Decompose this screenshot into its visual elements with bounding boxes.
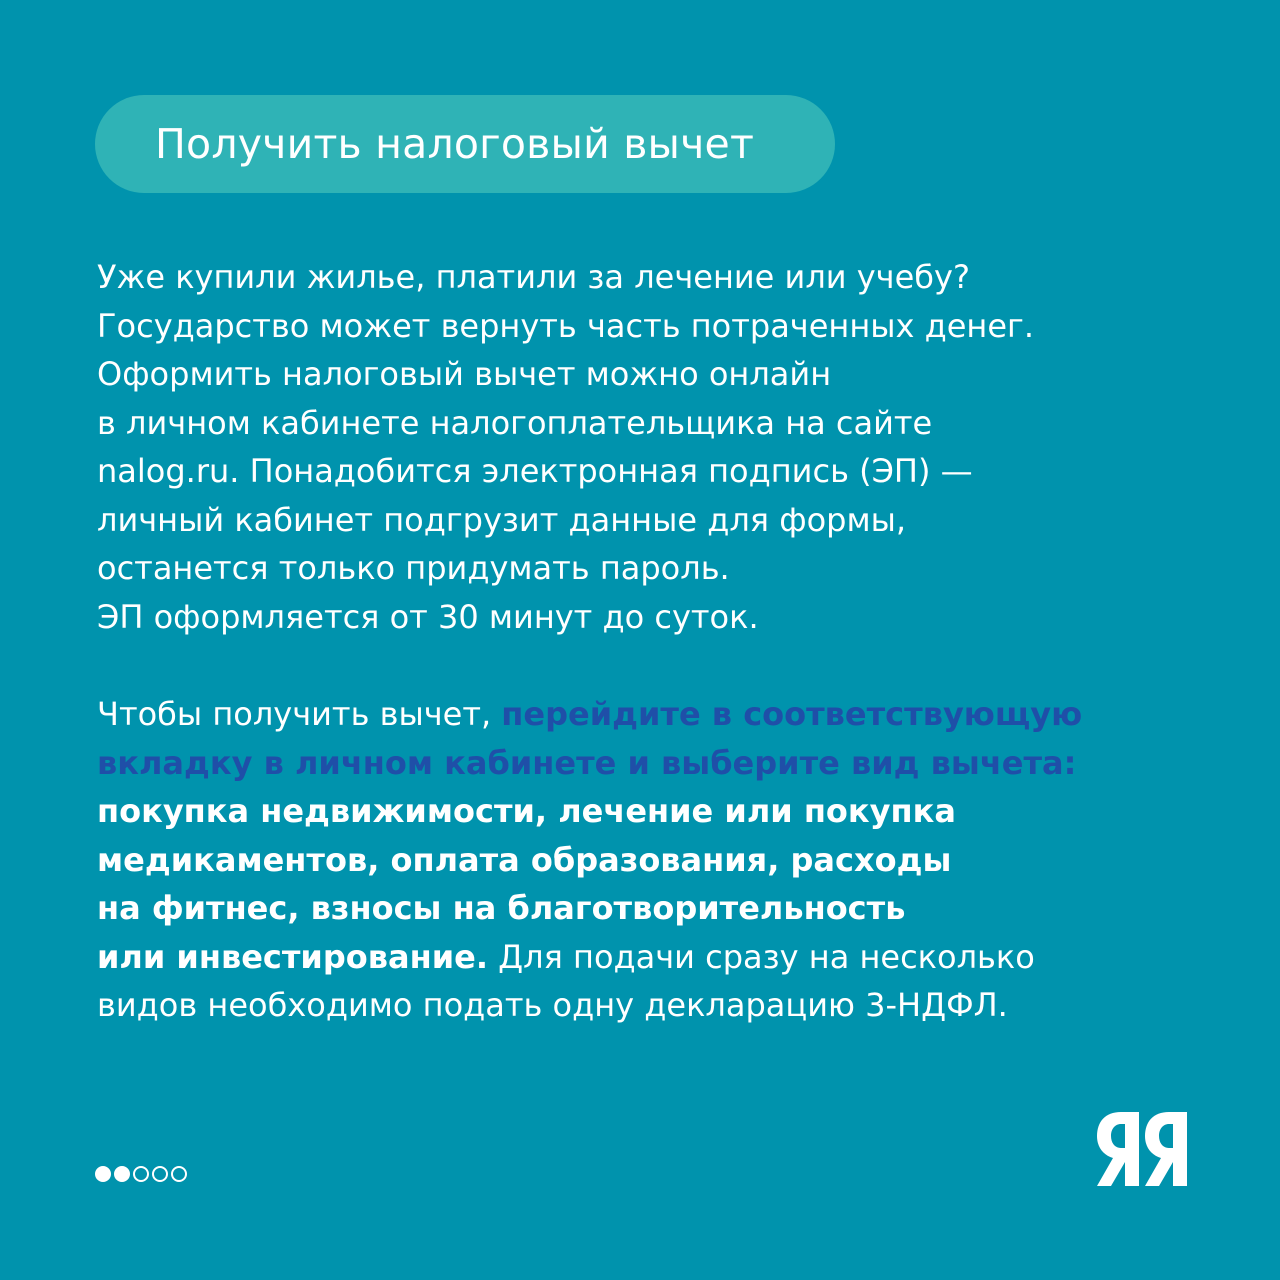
instructions-paragraph [97, 690, 1207, 1030]
instructions-line [97, 690, 1207, 739]
intro-line: Государство может вернуть часть потраченных денег. [97, 306, 1035, 345]
title-pill [95, 95, 835, 193]
intro-line: ЭП оформляется от 30 минут до суток. [97, 597, 759, 636]
deduction-types-text: покупка недвижимости, лечение или покупка [97, 792, 956, 830]
instructions-text: Чтобы получить вычет, [97, 695, 502, 733]
pagination-dot-1 [95, 1166, 111, 1182]
deduction-types-text: на фитнес, взносы на благотворительность [97, 889, 906, 927]
intro-line: останется только придумать пароль. [97, 549, 730, 587]
pagination-dot-3 [133, 1166, 149, 1182]
intro-line: в личном кабинете налогоплательщика на сайте [97, 403, 933, 442]
intro-paragraph [97, 253, 1207, 641]
pagination-dot-4 [152, 1166, 168, 1182]
instructions-text: видов необходимо подать одну декларацию 3-НДФЛ. [97, 986, 1008, 1024]
page-title: Получить налоговый вычет [155, 120, 755, 168]
intro-line: личный кабинет подгрузит данные для формы, [97, 500, 907, 539]
intro-line: Оформить налоговый вычет можно онлайн [97, 355, 832, 393]
highlight-text: перейдите в соответствующую [501, 695, 1083, 733]
intro-line: Уже купили жилье, платили за лечение или учебу? [97, 258, 970, 296]
deduction-types-text: или инвестирование. [97, 937, 488, 976]
instructions-line [97, 933, 1207, 982]
highlight-text: вкладку в личном кабинете и выберите вид вычета: [97, 743, 1077, 782]
yaya-logo-icon [1097, 1112, 1187, 1186]
instructions-text: Для подачи сразу на несколько [487, 937, 1035, 976]
intro-line: nalog.ru. Понадобится электронная подпись (ЭП) — [97, 452, 973, 490]
pagination-dot-5 [171, 1166, 187, 1182]
pagination-dot-2 [114, 1166, 130, 1182]
deduction-types-text: медикаментов, оплата образования, расходы [97, 840, 952, 879]
pagination-dots [95, 1166, 187, 1182]
